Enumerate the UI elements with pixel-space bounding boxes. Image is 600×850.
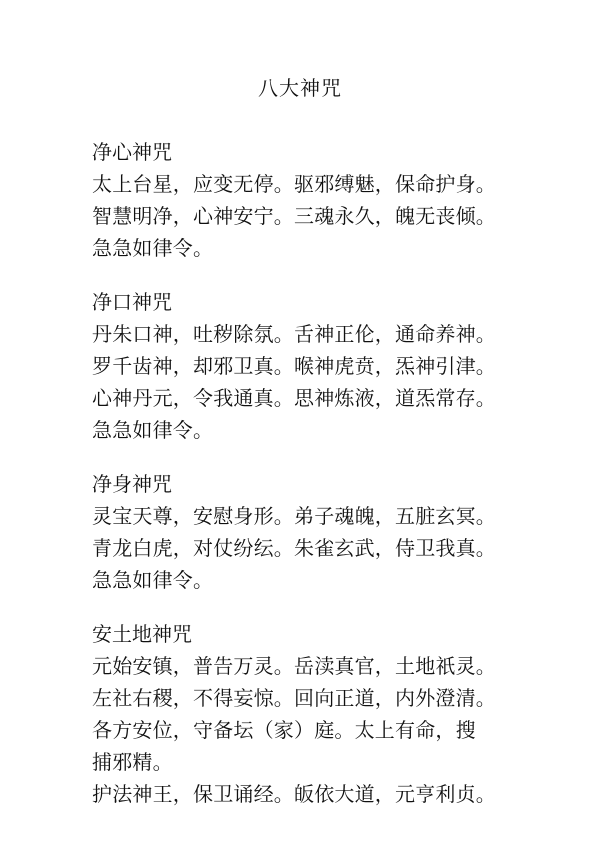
section-jingkou xyxy=(92,286,532,446)
text-line: 丹朱口神，吐秽除氛。舌神正伦，通命养神。 xyxy=(92,322,496,346)
section-jingshen xyxy=(92,468,532,596)
text-line: 护法神王，保卫诵经。皈依大道，元亨利贞。 xyxy=(92,782,496,806)
text-line: 智慧明净，心神安宁。三魂永久，魄无丧倾。 xyxy=(92,204,496,228)
text-line: 各方安位，守备坛（家）庭。太上有命，搜 xyxy=(92,718,476,742)
text-line: 捕邪精。 xyxy=(92,750,173,774)
section-heading: 安土地神咒 xyxy=(92,622,192,646)
section-heading: 净口神咒 xyxy=(92,290,172,314)
text-line: 灵宝天尊，安慰身形。弟子魂魄，五脏玄冥。 xyxy=(92,504,496,528)
text-line: 青龙白虎，对仗纷纭。朱雀玄武，侍卫我真。 xyxy=(92,536,496,560)
section-antudi xyxy=(92,618,532,810)
text-line: 急急如律令。 xyxy=(92,236,214,260)
text-line: 心神丹元，令我通真。思神炼液，道炁常存。 xyxy=(92,386,496,410)
section-heading: 净身神咒 xyxy=(92,472,172,496)
text-line: 太上台星，应变无停。驱邪缚魅，保命护身。 xyxy=(92,172,496,196)
text-line: 急急如律令。 xyxy=(92,418,214,442)
section-jingxin xyxy=(92,136,532,264)
document-body xyxy=(92,136,532,810)
text-line: 元始安镇，普告万灵。岳渎真官，土地祇灵。 xyxy=(92,654,496,678)
text-line: 急急如律令。 xyxy=(92,568,214,592)
text-line: 左社右稷，不得妄惊。回向正道，内外澄清。 xyxy=(92,686,496,710)
section-heading: 净心神咒 xyxy=(92,140,172,164)
document-title: 八大神咒 xyxy=(258,76,342,100)
text-line: 罗千齿神，却邪卫真。喉神虎贲，炁神引津。 xyxy=(92,354,496,378)
